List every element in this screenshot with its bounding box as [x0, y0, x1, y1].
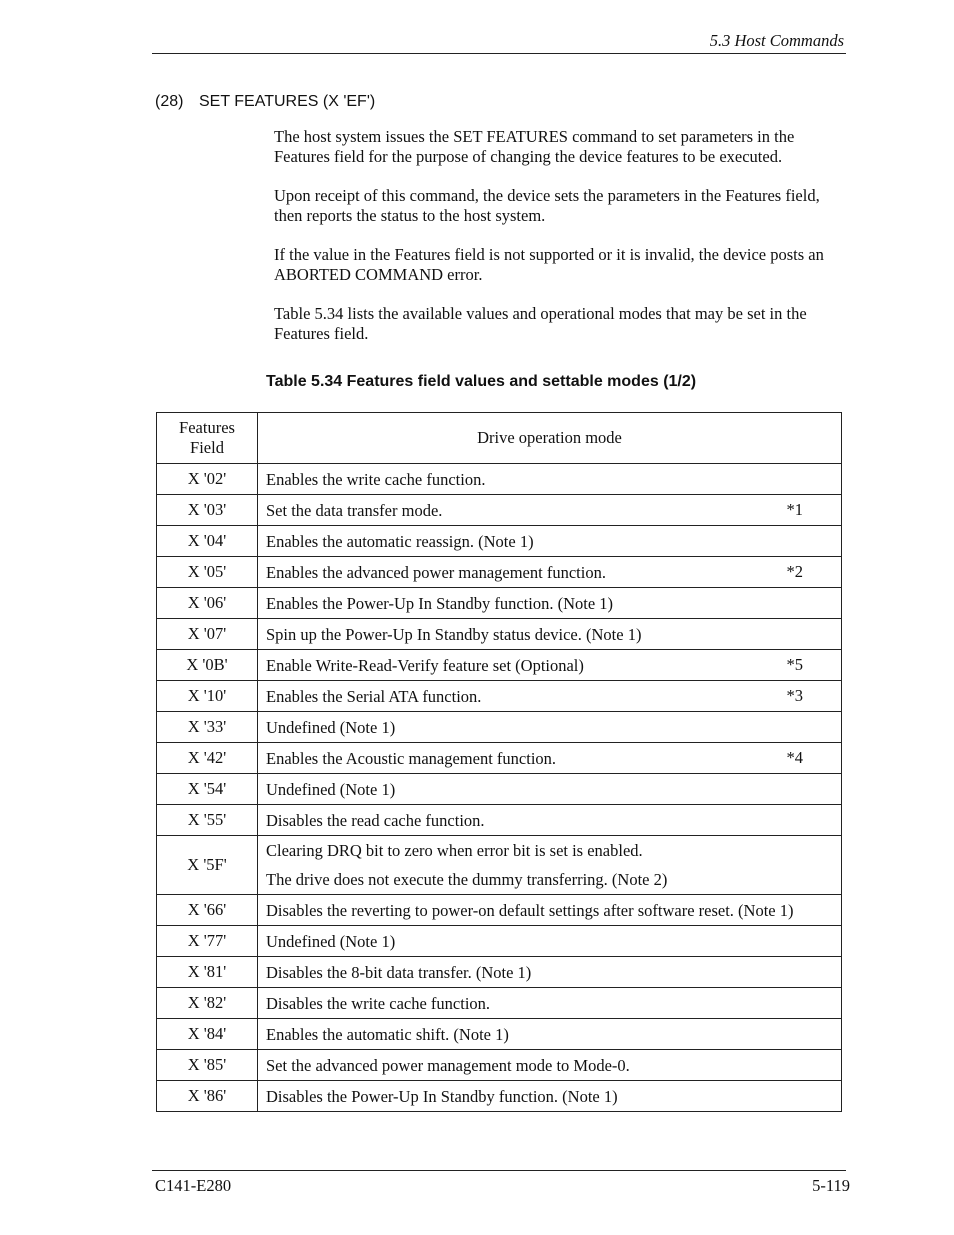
drive-mode-cell	[258, 557, 842, 588]
table-row	[157, 1019, 842, 1050]
mode-text: Disables the 8-bit data transfer. (Note 1)	[266, 962, 532, 982]
drive-mode-cell	[258, 1050, 842, 1081]
feature-code-cell: X '85'	[157, 1050, 258, 1081]
table-row	[157, 712, 842, 743]
drive-mode-cell	[258, 805, 842, 836]
table-row	[157, 619, 842, 650]
drive-mode-cell	[258, 988, 842, 1019]
paragraph: If the value in the Features field is not supported or it is invalid, the device posts an ABORTED COMMAND error.	[274, 245, 824, 284]
drive-mode-cell	[258, 743, 842, 774]
features-field-header	[157, 413, 258, 464]
mode-text: Set the data transfer mode.	[266, 500, 443, 520]
table-row	[157, 988, 842, 1019]
mode-text: The drive does not execute the dummy transferring. (Note 2)	[266, 870, 668, 889]
feature-code-cell: X '0B'	[157, 650, 258, 681]
paragraph: The host system issues the SET FEATURES command to set parameters in the Features field for the purpose of changing the device features to be executed.	[274, 127, 795, 166]
body-text	[274, 127, 849, 363]
running-header: 5.3 Host Commands	[709, 31, 844, 50]
table-row	[157, 1050, 842, 1081]
feature-code-cell: X '54'	[157, 774, 258, 805]
mode-text: Disables the read cache function.	[266, 810, 485, 830]
table-caption: Table 5.34 Features field values and settable modes (1/2)	[266, 373, 697, 390]
table-row	[157, 1081, 842, 1112]
feature-code-cell: X '66'	[157, 895, 258, 926]
drive-mode-cell	[258, 681, 842, 712]
paragraph: Table 5.34 lists the available values and operational modes that may be set in the Features field.	[274, 304, 807, 343]
section-number: (28)	[155, 93, 184, 110]
mode-text: Set the advanced power management mode to Mode-0.	[266, 1055, 630, 1075]
drive-mode-cell	[258, 895, 842, 926]
mode-text: Spin up the Power-Up In Standby status device. (Note 1)	[266, 624, 642, 644]
drive-mode-cell	[258, 495, 842, 526]
table-body	[157, 464, 842, 1112]
feature-code-cell: X '55'	[157, 805, 258, 836]
mode-text: Enables the Power-Up In Standby function. (Note 1)	[266, 593, 614, 613]
table-row	[157, 650, 842, 681]
drive-mode-cell	[258, 957, 842, 988]
table-row	[157, 588, 842, 619]
drive-mode-header: Drive operation mode	[258, 413, 842, 464]
feature-code-cell: X '05'	[157, 557, 258, 588]
header-rule	[152, 53, 846, 54]
header-line: Features	[179, 418, 235, 437]
table-row	[157, 557, 842, 588]
mode-text: Enable Write-Read-Verify feature set (Optional)	[266, 655, 584, 675]
reference-mark: *3	[786, 686, 803, 705]
table-row	[157, 774, 842, 805]
drive-mode-cell	[258, 650, 842, 681]
table-row	[157, 681, 842, 712]
drive-mode-cell	[258, 464, 842, 495]
drive-mode-cell	[258, 712, 842, 743]
table-row	[157, 805, 842, 836]
feature-code-cell: X '86'	[157, 1081, 258, 1112]
section-heading	[155, 93, 375, 111]
table-row	[157, 836, 842, 895]
mode-text: Undefined (Note 1)	[266, 717, 396, 737]
feature-code-cell: X '77'	[157, 926, 258, 957]
drive-mode-cell	[258, 926, 842, 957]
feature-code-cell: X '81'	[157, 957, 258, 988]
mode-text: Enables the Acoustic management function.	[266, 748, 557, 768]
section-title: SET FEATURES (X 'EF')	[199, 93, 376, 110]
document-id: C141-E280	[155, 1176, 232, 1195]
drive-mode-cell	[258, 588, 842, 619]
mode-text: Enables the automatic shift. (Note 1)	[266, 1024, 509, 1044]
feature-code-cell: X '10'	[157, 681, 258, 712]
table-row	[157, 526, 842, 557]
features-table	[156, 412, 842, 1112]
footer-rule	[152, 1170, 846, 1171]
feature-code-cell: X '82'	[157, 988, 258, 1019]
table-row	[157, 495, 842, 526]
drive-mode-cell	[258, 1019, 842, 1050]
feature-code-cell: X '33'	[157, 712, 258, 743]
reference-mark: *4	[786, 748, 803, 767]
drive-mode-cell	[258, 774, 842, 805]
reference-mark: *2	[786, 562, 803, 581]
feature-code-cell: X '07'	[157, 619, 258, 650]
mode-text: Enables the automatic reassign. (Note 1)	[266, 531, 534, 551]
mode-text: Undefined (Note 1)	[266, 779, 396, 799]
feature-code-cell: X '5F'	[157, 836, 258, 895]
mode-text: Clearing DRQ bit to zero when error bit is set is enabled.	[266, 841, 643, 860]
drive-mode-cell	[258, 836, 842, 895]
mode-text: Undefined (Note 1)	[266, 931, 396, 951]
drive-mode-cell	[258, 526, 842, 557]
feature-code-cell: X '06'	[157, 588, 258, 619]
page-number: 5-119	[812, 1176, 850, 1195]
mode-text: Enables the write cache function.	[266, 469, 486, 489]
table-row	[157, 464, 842, 495]
feature-code-cell: X '03'	[157, 495, 258, 526]
mode-text: Enables the Serial ATA function.	[266, 686, 482, 706]
table-row	[157, 957, 842, 988]
reference-mark: *1	[786, 500, 803, 519]
mode-text: Disables the reverting to power-on default settings after software reset. (Note 1)	[266, 900, 794, 920]
drive-mode-cell	[258, 1081, 842, 1112]
mode-text: Enables the advanced power management function.	[266, 562, 606, 582]
table-row	[157, 926, 842, 957]
mode-text: Disables the write cache function.	[266, 993, 491, 1013]
feature-code-cell: X '02'	[157, 464, 258, 495]
header-line: Field	[190, 438, 224, 457]
mode-text: Disables the Power-Up In Standby function. (Note 1)	[266, 1086, 618, 1106]
drive-mode-cell	[258, 619, 842, 650]
table-header-row	[157, 413, 842, 464]
table-row	[157, 895, 842, 926]
feature-code-cell: X '42'	[157, 743, 258, 774]
table-row	[157, 743, 842, 774]
feature-code-cell: X '84'	[157, 1019, 258, 1050]
paragraph: Upon receipt of this command, the device sets the parameters in the Features field, then reports the status to the host system.	[274, 186, 820, 225]
reference-mark: *5	[786, 655, 803, 674]
feature-code-cell: X '04'	[157, 526, 258, 557]
